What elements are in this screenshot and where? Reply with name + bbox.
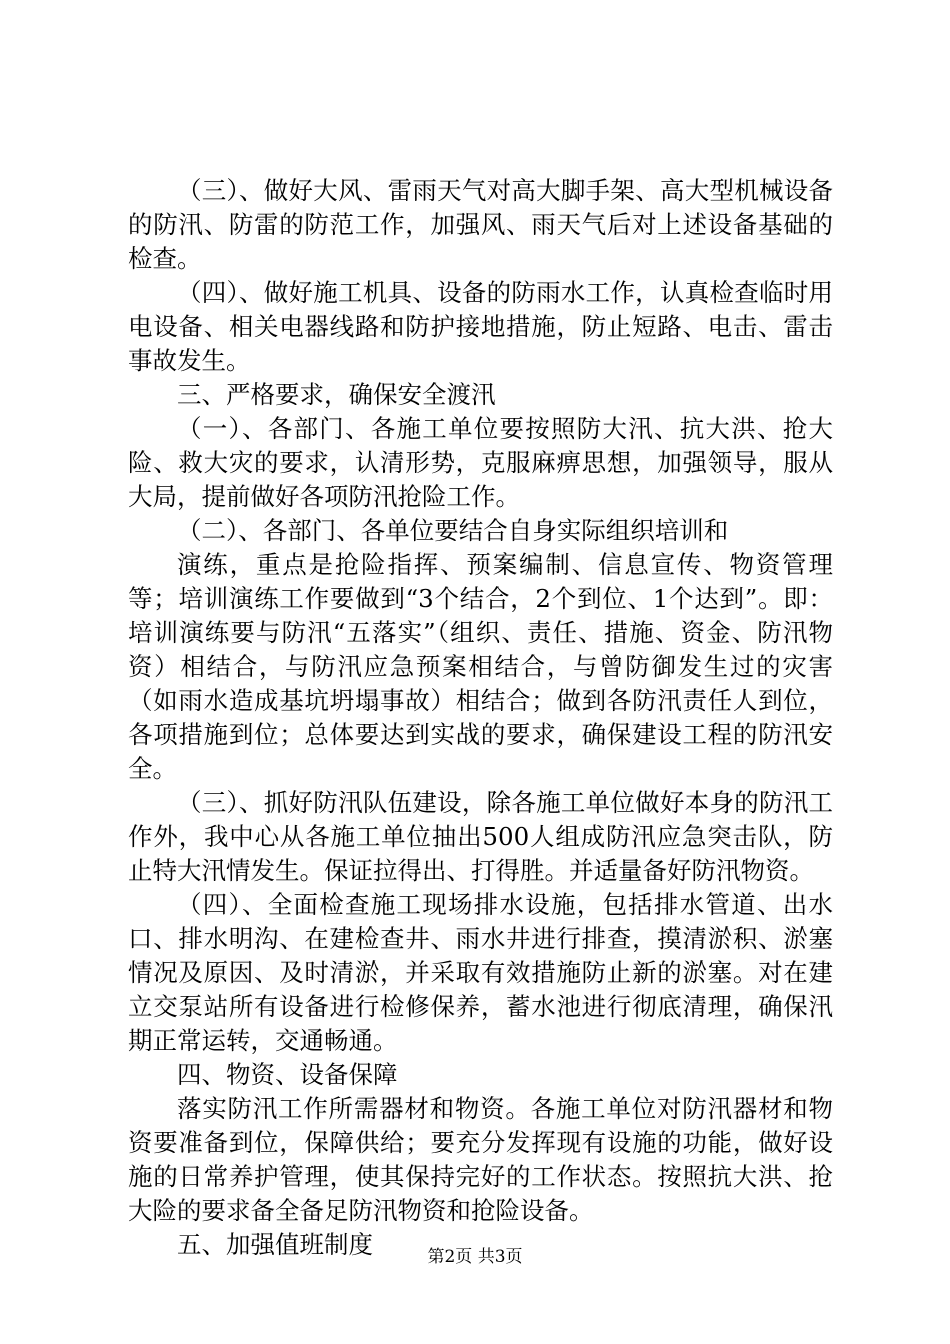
section-heading-4: 四、物资、设备保障 [177,1060,398,1089]
paragraph-section3-item1: （一）、各部门、各施工单位要按照防大汛、抗大洪、抢大险、救大灾的要求，认清形势，克服麻痹思想，加强领导，服从大局，提前做好各项防汛抢险工作。 [128,414,833,511]
paragraph-section2-item3: （三）、做好大风、雷雨天气对高大脚手架、高大型机械设备的防汛、防雷的防范工作，加强风、雨天气后对上述设备基础的检查。 [128,176,833,273]
paragraph-section3-item2-start: （二）、各部门、各单位要结合自身实际组织培训和 [177,516,729,545]
document-body [128,174,833,1262]
paragraph-section3-item2-body: 演练，重点是抢险指挥、预案编制、信息宣传、物资管理等；培训演练工作要做到“3个结合，2个到位、1个达到”。即：培训演练要与防汛“五落实”（组织、责任、措施、资金、防汛物资）相结合，与防汛应急预案相结合，与曾防御发生过的灾害（如雨水造成基坑坍塌事故）相结合；做到各防汛责任人到位，各项措施到位；总体要达到实战的要求，确保建设工程的防汛安全。 [128,550,833,783]
paragraph-section2-item4: （四）、做好施工机具、设备的防雨水工作，认真检查临时用电设备、相关电器线路和防护接地措施，防止短路、电击、雷击事故发生。 [128,278,833,375]
section-heading-5: 五、加强值班制度 [177,1230,373,1259]
paragraph-section3-item4: （四）、全面检查施工现场排水设施，包括排水管道、出水口、排水明沟、在建检查井、雨水井进行排查，摸清淤积、淤塞情况及原因、及时清淤，并采取有效措施防止新的淤塞。对在建立交泵站所有设备进行检修保养，蓄水池进行彻底清理，确保汛期正常运转，交通畅通。 [128,890,833,1055]
paragraph-section4-body: 落实防汛工作所需器材和物资。各施工单位对防汛器材和物资要准备到位，保障供给；要充分发挥现有设施的功能，做好设施的日常养护管理，使其保持完好的工作状态。按照抗大洪、抢大险的要求备全备足防汛物资和抢险设备。 [128,1094,833,1225]
section-heading-3: 三、严格要求，确保安全渡汛 [177,380,496,409]
paragraph-section3-item3: （三）、抓好防汛队伍建设，除各施工单位做好本身的防汛工作外，我中心从各施工单位抽出500人组成防汛应急突击队，防止特大汛情发生。保证拉得出、打得胜。并适量备好防汛物资。 [128,788,833,885]
page-number-footer: 第2页 共3页 [427,1247,523,1267]
